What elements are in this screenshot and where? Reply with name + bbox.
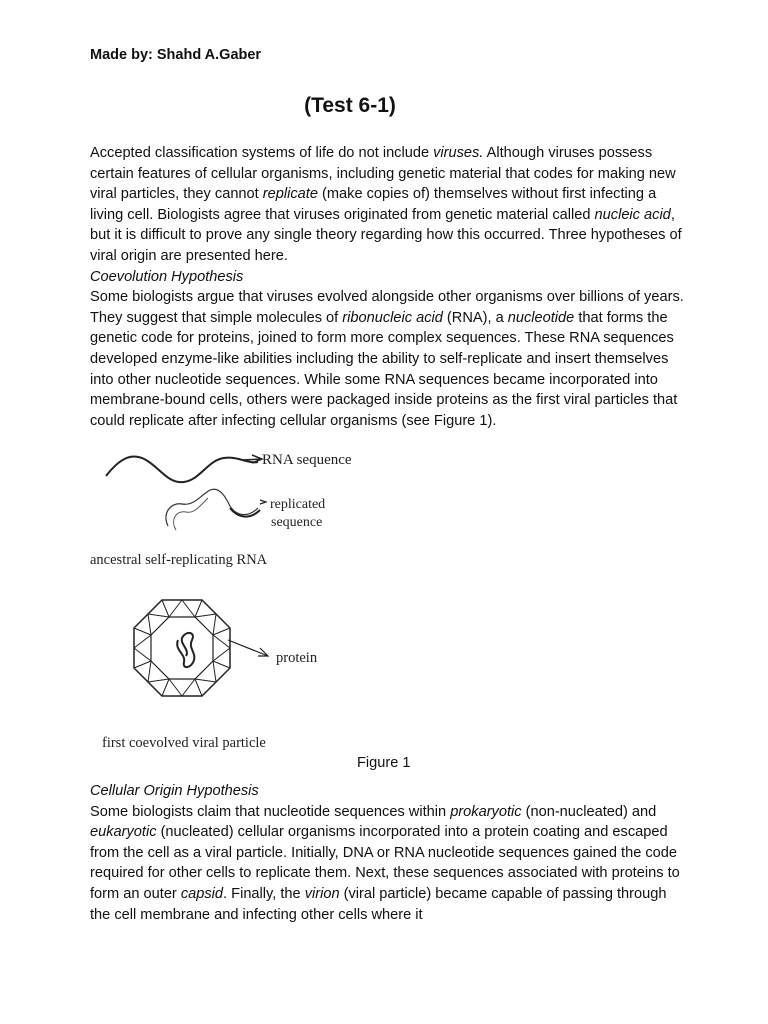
author-line: Made by: Shahd A.Gaber [90, 47, 262, 63]
protein-label: protein [276, 650, 318, 666]
term-viruses: viruses. [433, 145, 484, 161]
term-ribonucleic-acid: ribonucleic acid [342, 309, 443, 326]
cellular-text: (non-nucleated) and [521, 803, 657, 820]
cellular-text: (viral particle) became capable of passing through the cell membrane and infecting other cells where it [90, 885, 667, 923]
intro-text: Accepted classification systems of life do not include [90, 145, 434, 161]
caption-ancestral-rna: ancestral self-replicating RNA [90, 552, 268, 568]
cellular-text: . Finally, the [223, 885, 305, 902]
intro-text: Although viruses possess certain features of cellular organisms, including genetic material that codes for making new viral particles, they cannot [90, 145, 676, 203]
term-eukaryotic: eukaryotic [90, 824, 157, 841]
replicated-arrow [260, 500, 266, 504]
page-title: (Test 6-1) [304, 94, 396, 117]
document-page [90, 0, 690, 1024]
figure-1-diagram [90, 440, 390, 755]
figure-label: Figure 1 [357, 755, 411, 771]
coevolution-heading: Coevolution Hypothesis [90, 268, 244, 285]
cellular-heading: Cellular Origin Hypothesis [90, 783, 259, 799]
cellular-text: (nucleated) cellular organisms incorporated into a protein coating and escaped from the cell as a viral particle. Initially, DNA or RNA nucleotide sequences gained the code required for other cells to replicate them. Next, these sequences associated with proteins to form an outer [90, 824, 680, 902]
replicated-label: replicated [270, 497, 326, 512]
rna-core [177, 633, 194, 667]
intro-text: (make copies of) themselves without first infecting a living cell. Biologists agree that viruses originated from genetic material called [90, 186, 657, 223]
sequence-label: sequence [271, 515, 323, 530]
replicated-strand-3 [230, 508, 260, 517]
term-nucleic-acid: nucleic acid [594, 206, 671, 223]
term-replicate: replicate [262, 186, 318, 203]
rna-strand [106, 457, 258, 483]
protein-arrow [228, 640, 268, 656]
protein-inner-octagon [151, 617, 213, 679]
cellular-origin-section [90, 781, 690, 925]
term-nucleotide: nucleotide [507, 309, 575, 326]
rna-sequence-label: RNA sequence [262, 452, 352, 468]
caption-viral-particle: first coevolved viral particle [102, 735, 266, 751]
coevolution-text: (RNA), a [442, 309, 508, 326]
coevolution-text: Some biologists argue that viruses evolved alongside other organisms over billions of years. They suggest that simple molecules of [90, 289, 684, 326]
protein-spokes [134, 600, 230, 696]
term-virion: virion [304, 885, 340, 902]
replicated-strand [166, 489, 258, 526]
term-capsid: capsid [180, 885, 224, 902]
intro-text: , but it is difficult to prove any single theory regarding how this occurred. Three hypotheses of viral origin are presented here. [90, 206, 682, 264]
coevolution-text: that forms the genetic code for proteins, joined to form more complex sequences. These RNA sequences developed enzyme-like abilities including the ability to self-replicate and insert themselves into other nucleotide sequences. While some RNA sequences became incorporated into membrane-bound cells, others were packaged inside proteins as the first viral particles that could replicate after infecting cellular organisms (see Figure 1). [90, 309, 678, 429]
intro-section [90, 143, 690, 431]
term-prokaryotic: prokaryotic [450, 803, 522, 820]
cellular-text: Some biologists claim that nucleotide sequences within [90, 803, 451, 820]
